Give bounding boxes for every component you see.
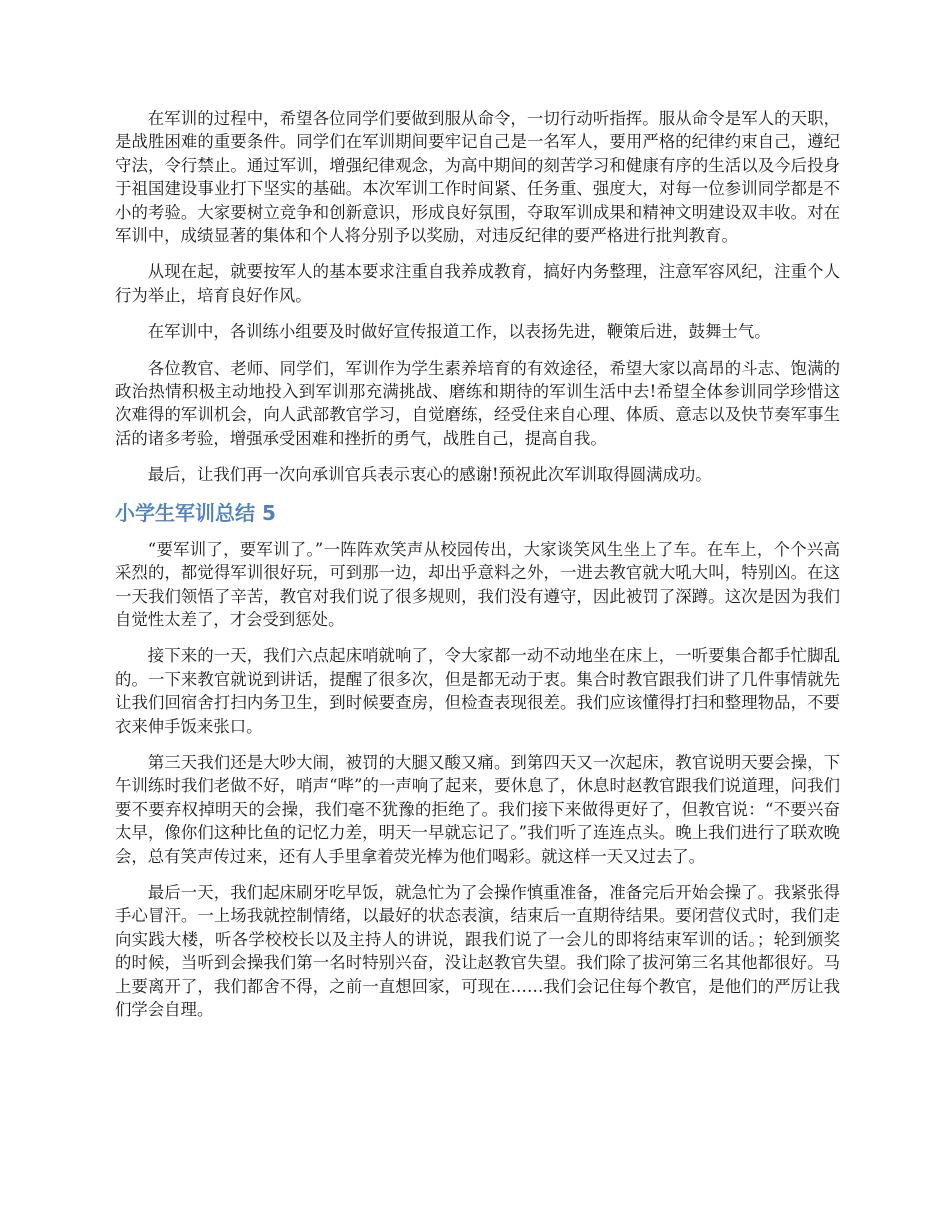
paragraph: 在军训的过程中，希望各位同学们要做到服从命令，一切行动听指挥。服从命令是军人的天职，是战胜困难的重要条件。同学们在军训期间要牢记自己是一名军人，要用严格的纪律约束自己，遵纪守法，令行禁止。通过军训，增强纪律观念，为高中期间的刻苦学习和健康有序的生活以及今后投身于祖国建设事业打下坚实的基础。本次军训工作时间紧、任务重、强度大，对每一位参训同学都是不小的考验。大家要树立竞争和创新意识，形成良好氛围，夺取军训成果和精神文明建设双丰收。对在军训中，成绩显著的集体和个人将分别予以奖励，对违反纪律的要严格进行批判教育。 [115,109,840,246]
paragraph: 从现在起，就要按军人的基本要求注重自我养成教育，搞好内务整理，注意军容风纪，注重个人行为举止，培育良好作风。 [115,262,840,305]
paragraph: 在军训中，各训练小组要及时做好宣传报道工作，以表扬先进，鞭策后进，鼓舞士气。 [147,322,771,342]
paragraph: 接下来的一天，我们六点起床哨就响了，令大家都一动不动地坐在床上，一听要集合都手忙脚乱的。一下来教官就说到讲话，提醒了很多次，但是都无动于衷。集合时教官跟我们讲了几件事情就先让我们回宿舍打扫内务卫生，到时候要查房，但检查表现很差。我们应该懂得打扫和整理物品，不要衣来伸手饭来张口。 [115,646,840,736]
paragraph: 最后，让我们再一次向承训官兵表示衷心的感谢!预祝此次军训取得圆满成功。 [147,465,712,485]
paragraph: “要军训了，要军训了。”一阵阵欢笑声从校园传出，大家谈笑风生坐上了车。在车上，个个兴高采烈的，都觉得军训很好玩，可到那一边，却出乎意料之外，一进去教官就大吼大叫，特别凶。在这一天我们领悟了辛苦，教官对我们说了很多规则，我们没有遵守，因此被罚了深蹲。这次是因为我们自觉性太差了，才会受到惩处。 [115,539,840,629]
section-heading: 小学生军训总结 5 [115,500,276,525]
document-page [115,107,840,1034]
paragraph: 各位教官、老师、同学们，军训作为学生素养培育的有效途径，希望大家以高昂的斗志、饱满的政治热情积极主动地投入到军训那充满挑战、磨练和期待的军训生活中去!希望全体参训同学珍惜这次难得的军训机会，向人武部教官学习，自觉磨练，经受住来自心理、体质、意志以及快节奏军事生活的诸多考验，增强承受困难和挫折的勇气，战胜自己，提高自我。 [115,358,840,448]
paragraph: 第三天我们还是大吵大闹，被罚的大腿又酸又痛。到第四天又一次起床，教官说明天要会操，下午训练时我们老做不好，哨声“哔”的一声响了起来，要休息了，休息时赵教官跟我们说道理，问我们要不要弃权掉明天的会操，我们毫不犹豫的拒绝了。我们接下来做得更好了，但教官说：“不要兴奋太早，像你们这种比鱼的记忆力差，明天一早就忘记了。”我们听了连连点头。晚上我们进行了联欢晚会，总有笑声传过来，还有人手里拿着荧光棒为他们喝彩。就这样一天又过去了。 [115,752,840,866]
paragraph: 最后一天，我们起床刷牙吃早饭，就急忙为了会操作慎重准备，准备完后开始会操了。我紧张得手心冒汗。一上场我就控制情绪，以最好的状态表演，结束后一直期待结果。要闭营仪式时，我们走向实践大楼，听各学校校长以及主持人的讲说，跟我们说了一会儿的即将结束军训的话。；轮到颁奖的时候，当听到会操我们第一名时特别兴奋，没让赵教官失望。我们除了拔河第三名其他都很好。马上要离开了，我们都舍不得，之前一直想回家，可现在……我们会记住每个教官，是他们的严厉让我们学会自理。 [115,882,840,1019]
